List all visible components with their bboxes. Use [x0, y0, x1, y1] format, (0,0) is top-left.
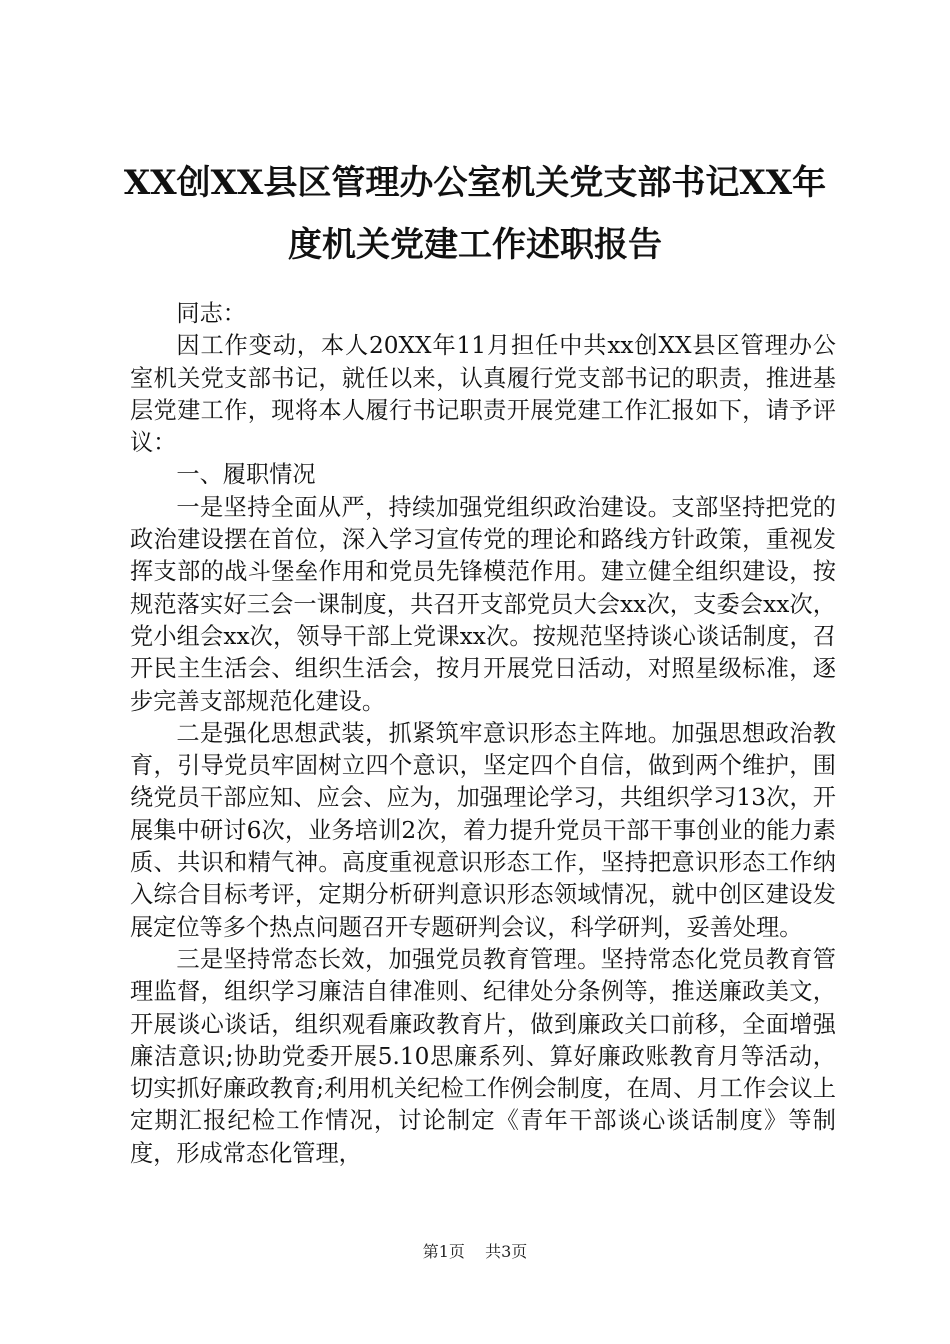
section-heading: 一、履职情况 — [176, 461, 316, 489]
body-paragraph: 三是坚持常态长效，加强党员教育管理。坚持常态化党员教育管理监督，组织学习廉洁自律准则、纪律处分条例等，推送廉政美文，开展谈心谈话，组织观看廉政教育片，做到廉政关口前移，全面增强廉洁意识;协助党委开展5.10思廉系列、算好廉政账教育月等活动，切实抓好廉政教育;利用机关纪检工作例会制度，在周、月工作会议上定期汇报纪检工作情况，讨论制定《青年干部谈心谈话制度》等制度，形成常态化管理， — [130, 945, 836, 1167]
page-footer — [0, 1240, 950, 1264]
intro-paragraph: 因工作变动，本人20XX年11月担任中共xx创XX县区管理办公室机关党支部书记，就任以来，认真履行党支部书记的职责，推进基层党建工作，现将本人履行书记职责开展党建工作汇报如下，请予评议： — [130, 332, 836, 457]
document-title-line-2: 度机关党建工作述职报告 — [288, 225, 662, 265]
document-title-line-1: XX创XX县区管理办公室机关党支部书记XX年 — [123, 163, 827, 203]
page-total: 共3页 — [485, 1242, 528, 1261]
page-number: 第1页 — [422, 1242, 465, 1261]
body-paragraph: 二是强化思想武装，抓紧筑牢意识形态主阵地。加强思想政治教育，引导党员牢固树立四个意识，坚定四个自信，做到两个维护，围绕党员干部应知、应会、应为，加强理论学习，共组织学习13次，开展集中研讨6次，业务培训2次，着力提升党员干部干事创业的能力素质、共识和精气神。高度重视意识形态工作，坚持把意识形态工作纳入综合目标考评，定期分析研判意识形态领域情况，就中创区建设发展定位等多个热点问题召开专题研判会议，科学研判，妥善处理。 — [130, 719, 836, 941]
salutation: 同志： — [176, 300, 246, 327]
document-body — [130, 298, 836, 1170]
body-paragraph: 一是坚持全面从严，持续加强党组织政治建设。支部坚持把党的政治建设摆在首位，深入学习宣传党的理论和路线方针政策，重视发挥支部的战斗堡垒作用和党员先锋模范作用。建立健全组织建设，按规范落实好三会一课制度，共召开支部党员大会xx次，支委会xx次，党小组会xx次，领导干部上党课xx次。按规范坚持谈心谈话制度，召开民主生活会、组织生活会，按月开展党日活动，对照星级标准，逐步完善支部规范化建设。 — [130, 493, 836, 715]
